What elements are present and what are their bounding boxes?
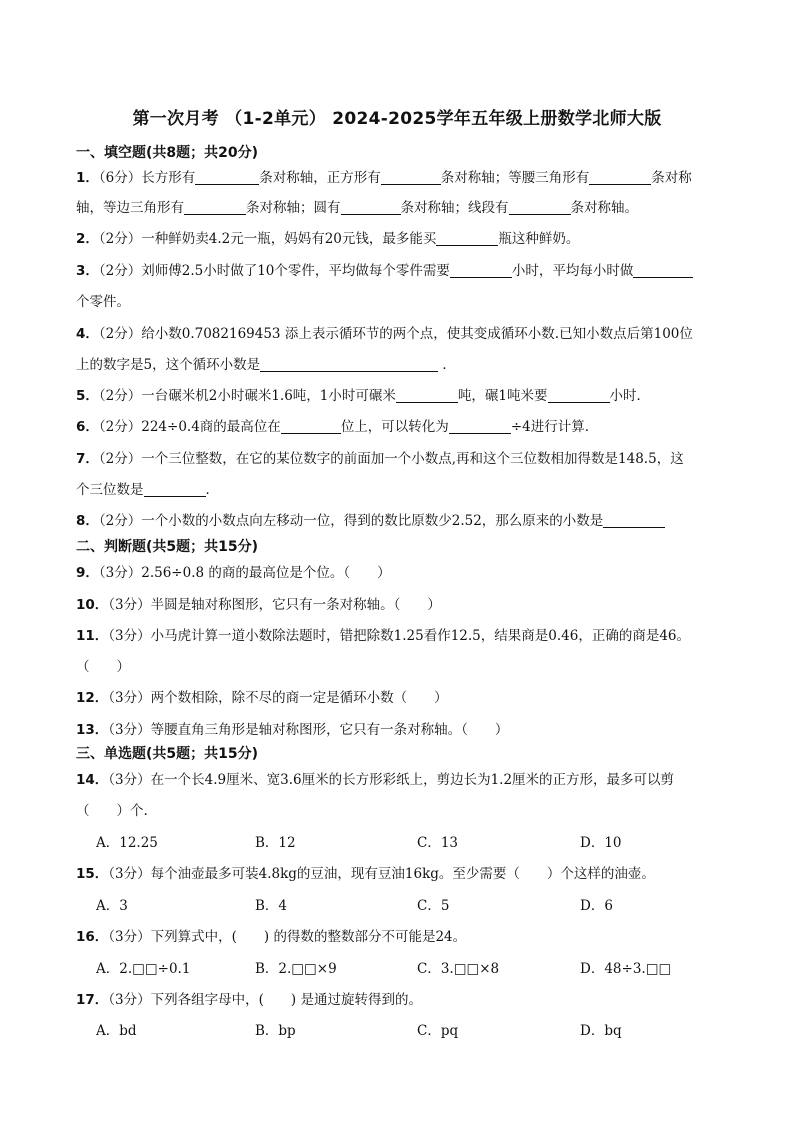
question-3-line-2: 个零件。 [76, 294, 130, 310]
question-1: 1．（6分）长方形有 条对称轴，正方形有 条对称轴；等腰三角形有 条对称 [76, 170, 692, 186]
answer-blank[interactable] [548, 388, 610, 403]
answer-blank[interactable] [509, 200, 571, 215]
option-c[interactable]: C．5 [417, 898, 450, 914]
question-14: 14．（3分）在一个长4.9厘米、宽3.6厘米的长方形彩纸上，剪边长为1.2厘米的正方形，最多可以剪 [76, 772, 675, 788]
question-6: 6．（2分）224÷0.4商的最高位在 位上，可以转化为 ÷4进行计算． [76, 419, 599, 435]
answer-blank[interactable] [281, 419, 341, 434]
option-b[interactable]: B．bp [255, 1023, 296, 1039]
question-10: 10．（3分）半圆是轴对称图形，它只有一条对称轴。（ ） [76, 597, 441, 613]
question-16: 16．（3分）下列算式中，( ) 的得数的整数部分不可能是24。 [76, 929, 467, 945]
question-13: 13．（3分）等腰直角三角形是轴对称图形，它只有一条对称轴。（ ） [76, 722, 509, 738]
answer-blank[interactable] [633, 263, 693, 278]
question-9: 9．（3分）2.56÷0.8 的商的最高位是个位。（ ） [76, 565, 391, 581]
question-5: 5．（2分）一台碾米机2小时碾米1.6吨，1小时可碾米 吨，碾1吨米要 小时． [76, 388, 650, 404]
answer-blank[interactable] [260, 357, 438, 372]
answer-blank[interactable] [184, 200, 246, 215]
option-a[interactable]: A．2.□□÷0.1 [96, 961, 191, 977]
option-b[interactable]: B．4 [255, 898, 288, 914]
option-d[interactable]: D．bq [580, 1023, 622, 1039]
option-d[interactable]: D．10 [580, 835, 622, 851]
option-c[interactable]: C．pq [417, 1023, 459, 1039]
answer-blank[interactable] [341, 200, 401, 215]
question-8: 8．（2分）一个小数的小数点向左移动一位，得到的数比原数少2.52，那么原来的小数是 [76, 509, 665, 529]
option-b[interactable]: B．2.□□×9 [255, 961, 337, 977]
answer-blank[interactable] [589, 170, 651, 185]
section-fill-in: 一、填空题(共8题；共20分) [76, 145, 259, 161]
option-d[interactable]: D．48÷3.□□ [580, 961, 672, 977]
answer-blank[interactable] [195, 170, 259, 185]
question-11-line-2: （ ） [76, 659, 130, 675]
option-d[interactable]: D．6 [580, 898, 613, 914]
option-a[interactable]: A．bd [96, 1023, 137, 1039]
question-2: 2．（2分）一种鲜奶卖4.2元一瓶，妈妈有20元钱，最多能买 瓶这种鲜奶。 [76, 231, 580, 247]
answer-blank[interactable] [603, 513, 665, 528]
question-15: 15．（3分）每个油壶最多可装4.8kg的豆油，现有豆油16kg。至少需要（ ）个这样的油壶。 [76, 866, 655, 882]
section-true-false: 二、判断题(共5题；共15分) [76, 539, 259, 555]
question-3: 3．（2分）刘师傅2.5小时做了10个零件，平均做每个零件需要 小时，平均每小时做 [76, 259, 693, 279]
option-a[interactable]: A．12.25 [96, 835, 158, 851]
question-17: 17．（3分）下列各组字母中，( ) 是通过旋转得到的。 [76, 992, 422, 1008]
question-4-line-2: 上的数字是5，这个循环小数是 ． [76, 357, 456, 373]
question-7: 7．（2分）一个三位整数，在它的某位数字的前面加一个小数点,再和这个三位数相加得数是148.5，这 [76, 451, 684, 467]
section-single-choice: 三、单选题(共5题；共15分) [76, 746, 259, 762]
option-c[interactable]: C．3.□□×8 [417, 961, 500, 977]
option-a[interactable]: A．3 [96, 898, 128, 914]
question-1-line-2: 轴，等边三角形有 条对称轴；圆有 条对称轴；线段有 条对称轴。 [76, 200, 638, 216]
option-b[interactable]: B．12 [255, 835, 296, 851]
page-title: 第一次月考 （1-2单元） 2024-2025学年五年级上册数学北师大版 [132, 109, 662, 129]
answer-blank[interactable] [144, 482, 206, 497]
answer-blank[interactable] [436, 231, 498, 246]
question-7-line-2: 个三位数是 ． [76, 482, 219, 498]
answer-blank[interactable] [450, 263, 512, 278]
answer-blank[interactable] [449, 419, 511, 434]
question-12: 12．（3分）两个数相除，除不尽的商一定是循环小数（ ） [76, 690, 448, 706]
option-c[interactable]: C．13 [417, 835, 459, 851]
answer-blank[interactable] [381, 170, 441, 185]
question-14-line-2: （ ）个. [76, 803, 148, 819]
answer-blank[interactable] [396, 388, 458, 403]
question-11: 11．（3分）小马虎计算一道小数除法题时，错把除数1.25看作12.5，结果商是0.46，正确的商是46。 [76, 628, 690, 644]
question-4: 4．（2分）给小数0.7082169453 添上表示循环节的两个点，使其变成循环小数.已知小数点后第100位 [76, 326, 693, 342]
